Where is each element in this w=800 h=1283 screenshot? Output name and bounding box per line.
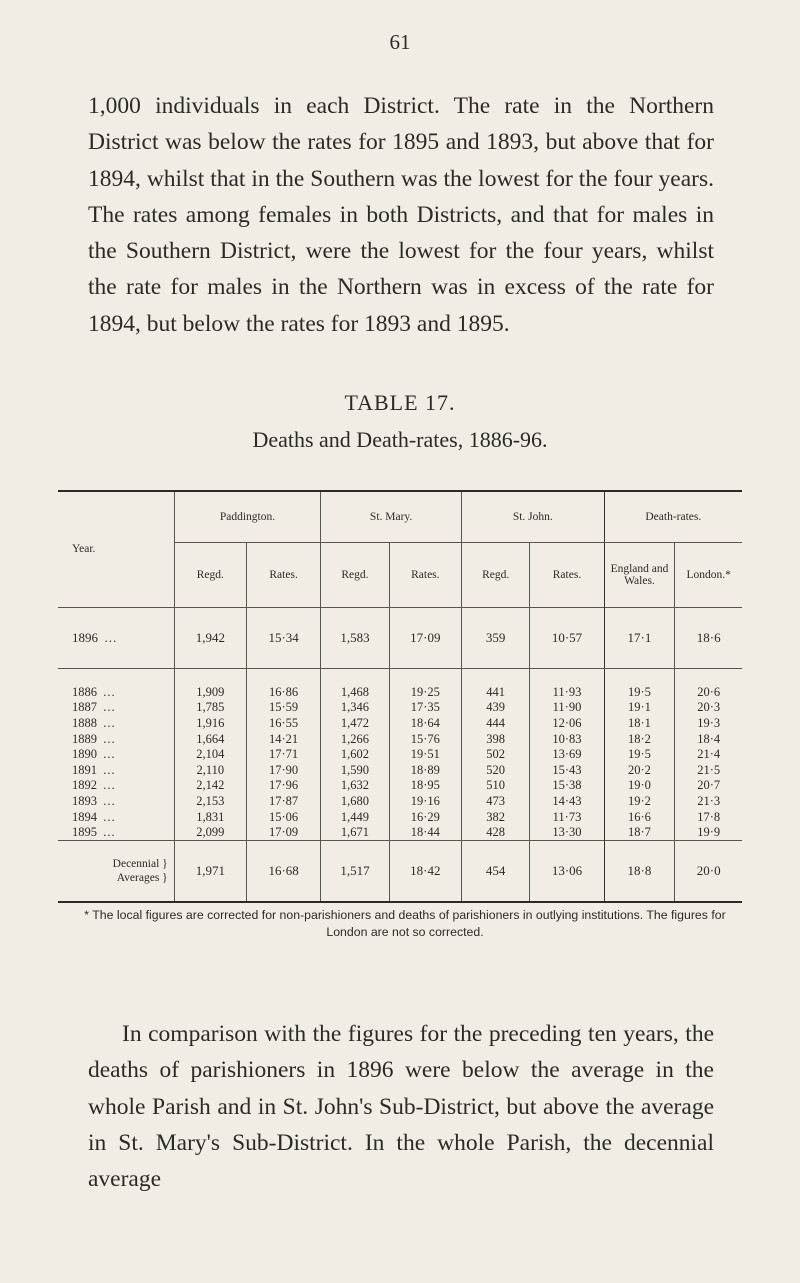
page-number: 61	[389, 30, 411, 54]
data-cell: 1,916	[174, 716, 246, 732]
data-cell: 20·3	[675, 700, 742, 716]
data-cell: 1,632	[321, 778, 389, 794]
data-cell: 1,449	[321, 809, 389, 825]
data-cell: 19·2	[604, 794, 675, 810]
data-cell: 1,583	[321, 607, 389, 668]
data-cell: 16·29	[389, 809, 461, 825]
paragraph-comparison: In comparison with the figures for the preceding ten years, the deaths of parishioners in 1896 were below the average in the whole Parish and in St. John's Sub-District, but above the average in St. Mary's Sub-District. In the whole Parish, the decennial average	[88, 1021, 714, 1193]
data-cell: 1,590	[321, 762, 389, 778]
data-cell: 441	[462, 685, 530, 701]
year-cell	[58, 762, 174, 778]
data-cell: 19·9	[675, 825, 742, 841]
header-regd: Regd.	[321, 542, 389, 607]
avg-cell: 1,971	[174, 841, 246, 903]
data-cell: 502	[462, 747, 530, 763]
data-cell: 13·30	[530, 825, 604, 841]
year-cell	[58, 794, 174, 810]
data-cell: 15·06	[246, 809, 320, 825]
leader-dots: ...	[103, 793, 116, 808]
avg-cell: 13·06	[530, 841, 604, 903]
data-cell: 473	[462, 794, 530, 810]
paragraph-intro: 1,000 individuals in each District. The rate in the Northern District was below the rates for 1895 and 1893, but above that for 1894, whilst that in the Southern was the lowest for the four years. The rates among females in both Districts, and that for males in the Southern District, were the lowest for the four years, whilst the rate for males in the Northern was in excess of the rate for 1894, but below the rates for 1893 and 1895.	[88, 93, 714, 337]
data-cell: 1,671	[321, 825, 389, 841]
year-value: 1892	[72, 778, 97, 793]
year-cell	[58, 716, 174, 732]
data-cell: 21·5	[675, 762, 742, 778]
data-cell: 18·7	[604, 825, 675, 841]
data-cell: 12·06	[530, 716, 604, 732]
data-cell: 19·5	[604, 685, 675, 701]
table-row	[58, 685, 742, 701]
data-cell: 1,664	[174, 731, 246, 747]
averages-label-2: Averages	[116, 872, 160, 885]
data-cell: 11·73	[530, 809, 604, 825]
data-cell: 1,266	[321, 731, 389, 747]
data-cell: 17·90	[246, 762, 320, 778]
year-value: 1891	[72, 762, 97, 777]
year-value: 1894	[72, 809, 97, 824]
header-rates: Rates.	[246, 542, 320, 607]
avg-cell: 16·68	[246, 841, 320, 903]
year-value: 1886	[72, 684, 97, 699]
data-cell: 21·4	[675, 747, 742, 763]
data-cell: 20·6	[675, 685, 742, 701]
data-cell: 520	[462, 762, 530, 778]
year-value: 1893	[72, 793, 97, 808]
data-cell: 19·16	[389, 794, 461, 810]
data-cell: 18·44	[389, 825, 461, 841]
year-cell	[58, 825, 174, 841]
leader-dots: ...	[103, 715, 116, 730]
avg-cell: 1,517	[321, 841, 389, 903]
data-cell: 2,104	[174, 747, 246, 763]
year-cell	[58, 747, 174, 763]
data-cell: 15·34	[246, 607, 320, 668]
data-cell: 1,831	[174, 809, 246, 825]
leader-dots: ...	[103, 778, 116, 793]
leader-dots: ...	[103, 684, 116, 699]
data-cell: 1,680	[321, 794, 389, 810]
header-st-mary: St. Mary.	[321, 492, 462, 542]
data-cell: 18·64	[389, 716, 461, 732]
year-value: 1887	[72, 700, 97, 715]
data-cell: 2,142	[174, 778, 246, 794]
header-rates: Rates.	[389, 542, 461, 607]
data-cell: 17·09	[389, 607, 461, 668]
data-cell: 1,785	[174, 700, 246, 716]
data-cell: 1,909	[174, 685, 246, 701]
data-cell: 18·6	[675, 607, 742, 668]
table-row	[58, 607, 742, 668]
data-cell: 15·43	[530, 762, 604, 778]
table-row	[58, 825, 742, 841]
table-title: TABLE 17.	[344, 390, 456, 415]
leader-dots: ...	[104, 629, 118, 645]
year-cell	[58, 778, 174, 794]
data-cell: 2,110	[174, 762, 246, 778]
header-death-rates: Death-rates.	[604, 492, 742, 542]
data-cell: 359	[462, 607, 530, 668]
data-cell: 19·5	[604, 747, 675, 763]
data-cell: 1,472	[321, 716, 389, 732]
header-regd: Regd.	[462, 542, 530, 607]
table-row	[58, 809, 742, 825]
data-cell: 1,468	[321, 685, 389, 701]
year-value: 1888	[72, 715, 97, 730]
table-row	[58, 700, 742, 716]
table-subtitle: Deaths and Death-rates, 1886-96.	[252, 427, 548, 452]
year-cell	[58, 700, 174, 716]
data-cell: 15·76	[389, 731, 461, 747]
data-cell: 16·55	[246, 716, 320, 732]
death-rates-table	[58, 490, 742, 903]
data-cell: 18·4	[675, 731, 742, 747]
data-cell: 13·69	[530, 747, 604, 763]
data-cell: 17·8	[675, 809, 742, 825]
table-row	[58, 716, 742, 732]
data-cell: 11·93	[530, 685, 604, 701]
year-value: 1895	[72, 825, 97, 840]
table-row	[58, 794, 742, 810]
table-footnote: * The local figures are corrected for non-parishioners and deaths of parishioners in outlying institutions. The figures for London are not so corrected.	[84, 908, 726, 939]
data-cell: 16·86	[246, 685, 320, 701]
header-regd: Regd.	[174, 542, 246, 607]
data-cell: 398	[462, 731, 530, 747]
data-cell: 444	[462, 716, 530, 732]
data-cell: 17·1	[604, 607, 675, 668]
year-cell	[58, 809, 174, 825]
year-cell	[58, 731, 174, 747]
data-cell: 19·51	[389, 747, 461, 763]
leader-dots: ...	[103, 809, 116, 824]
header-england-wales: England and Wales.	[604, 542, 675, 607]
averages-row	[58, 841, 742, 903]
data-cell: 1,602	[321, 747, 389, 763]
leader-dots: ...	[103, 762, 116, 777]
averages-label: Decennial } Averages }	[58, 841, 174, 903]
data-cell: 382	[462, 809, 530, 825]
data-cell: 17·71	[246, 747, 320, 763]
header-rates: Rates.	[530, 542, 604, 607]
table-row	[58, 762, 742, 778]
data-cell: 14·43	[530, 794, 604, 810]
year-value: 1890	[72, 747, 97, 762]
table-row	[58, 731, 742, 747]
data-cell: 2,153	[174, 794, 246, 810]
averages-label-1: Decennial	[112, 858, 160, 871]
data-cell: 20·7	[675, 778, 742, 794]
table-row	[58, 747, 742, 763]
data-cell: 20·2	[604, 762, 675, 778]
data-cell: 17·87	[246, 794, 320, 810]
year-cell	[58, 685, 174, 701]
data-cell: 510	[462, 778, 530, 794]
data-cell: 19·25	[389, 685, 461, 701]
data-cell: 17·35	[389, 700, 461, 716]
data-cell: 19·3	[675, 716, 742, 732]
header-year: Year.	[72, 543, 96, 556]
data-cell: 10·83	[530, 731, 604, 747]
data-cell: 11·90	[530, 700, 604, 716]
year-value: 1896	[72, 629, 98, 645]
data-cell: 10·57	[530, 607, 604, 668]
data-cell: 439	[462, 700, 530, 716]
avg-cell: 18·8	[604, 841, 675, 903]
leader-dots: ...	[103, 747, 116, 762]
data-cell: 17·96	[246, 778, 320, 794]
header-paddington: Paddington.	[174, 492, 321, 542]
data-cell: 16·6	[604, 809, 675, 825]
data-cell: 1,942	[174, 607, 246, 668]
data-cell: 18·89	[389, 762, 461, 778]
data-cell: 18·95	[389, 778, 461, 794]
data-cell: 18·1	[604, 716, 675, 732]
data-cell: 18·2	[604, 731, 675, 747]
year-value: 1889	[72, 731, 97, 746]
data-cell: 428	[462, 825, 530, 841]
year-cell	[58, 607, 174, 668]
leader-dots: ...	[103, 700, 116, 715]
avg-cell: 20·0	[675, 841, 742, 903]
avg-cell: 18·42	[389, 841, 461, 903]
header-london: London.*	[675, 542, 742, 607]
data-cell: 14·21	[246, 731, 320, 747]
data-cell: 21·3	[675, 794, 742, 810]
data-cell: 19·0	[604, 778, 675, 794]
header-st-john: St. John.	[462, 492, 605, 542]
data-cell: 19·1	[604, 700, 675, 716]
table-row	[58, 778, 742, 794]
avg-cell: 454	[462, 841, 530, 903]
leader-dots: ...	[103, 731, 116, 746]
data-cell: 17·09	[246, 825, 320, 841]
data-cell: 15·38	[530, 778, 604, 794]
data-cell: 2,099	[174, 825, 246, 841]
data-cell: 1,346	[321, 700, 389, 716]
leader-dots: ...	[103, 825, 116, 840]
data-cell: 15·59	[246, 700, 320, 716]
